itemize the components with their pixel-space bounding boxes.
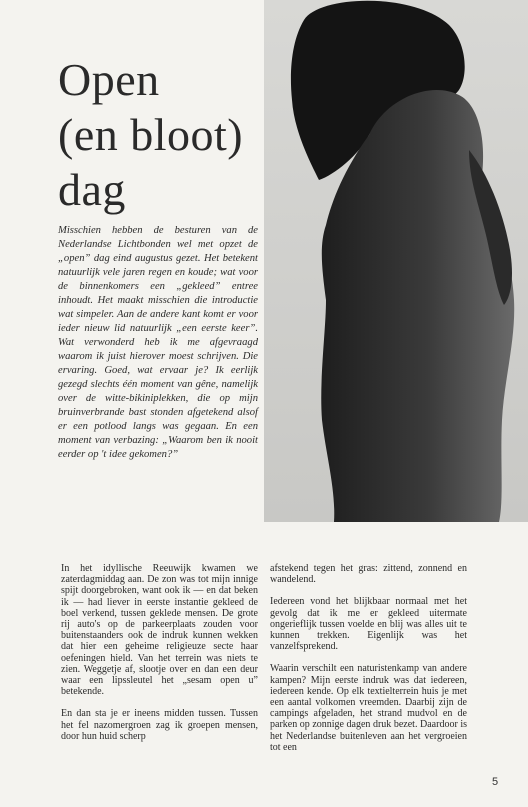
body-paragraph: afstekend tegen het gras: zittend, zonnend en wandelend.	[270, 563, 467, 586]
photograph	[264, 0, 528, 522]
article-title	[58, 52, 268, 217]
silhouette-figure-photo	[264, 0, 528, 522]
text-column-left	[61, 563, 258, 753]
body-paragraph: En dan sta je er ineens midden tussen. Tussen het fel nazomergroen zag ik groepen mensen, door hun huid scherp	[61, 708, 258, 742]
title-line-2: (en bloot)	[58, 109, 244, 160]
body-paragraph: In het idyllische Reeuwijk kwamen we zaterdagmiddag aan. De zon was tot mijn innige spijt doorgebroken, want ook ik — en dat beken ik — had liever in eerste instantie gekleed de boel verkend, tussen geklede mensen. De grote rij auto's op de parkeerplaats zouden voor buitenstaanders ook de indruk kunnen wekken dat hier een geheime religieuze secte haar oefeningen hield. Van het terrein was niets te zien. Weggetje af, slootje over en dan een deur waar een lipssleutel het „sesam open u” betekende.	[61, 563, 258, 698]
intro-paragraph: Misschien hebben de besturen van de Nederlandse Lichtbonden wel met opzet de „open” dag eind augustus gezet. Het betekent natuurlijk vele jaren regen en koude; wat voor de binnenkomers een „gekleed” entree inhoudt. Het maakt misschien die introductie wat simpeler. Aan de andere kant komt er voor ieder nieuw lid natuurlijk „een eerste keer”. Wat verwonderd heb ik me afgevraagd waarom ik juist hierover moest schrijven. Die ervaring. Goed, wat ervaar je? Ik eerlijk gezegd slechts één moment van gêne, namelijk over de witte-bikiniplekken, die op mijn bruinverbrande bast stonden afgetekend alsof er een potlood langs was gegaan. En een moment van verbazing: „Waarom ben ik nooit eerder op 't idee gekomen?”	[58, 225, 258, 460]
body-paragraph: Iedereen vond het blijkbaar normaal met het gevolg dat ik me er gekleed uitermate ongerieflijk tussen voelde en blij was alles uit te kunnen trekken. Eigenlijk was het vanzelfsprekend.	[270, 596, 467, 653]
page-number: 5	[492, 776, 499, 788]
title-line-3: dag	[58, 164, 126, 215]
title-line-1: Open	[58, 54, 160, 105]
body-paragraph: Waarin verschilt een naturistenkamp van andere kampen? Mijn eerste indruk was dat iedereen, iedereen kende. Op elk textielterrein huis je met een aantal volkomen vreemden. Daarbij zijn de campings afgeladen, het strand mudvol en de parken op zonnige dagen druk bezet. Daardoor is het Nederlandse buitenleven aan het vergroeien tot een	[270, 663, 467, 753]
text-column-right	[270, 563, 467, 764]
